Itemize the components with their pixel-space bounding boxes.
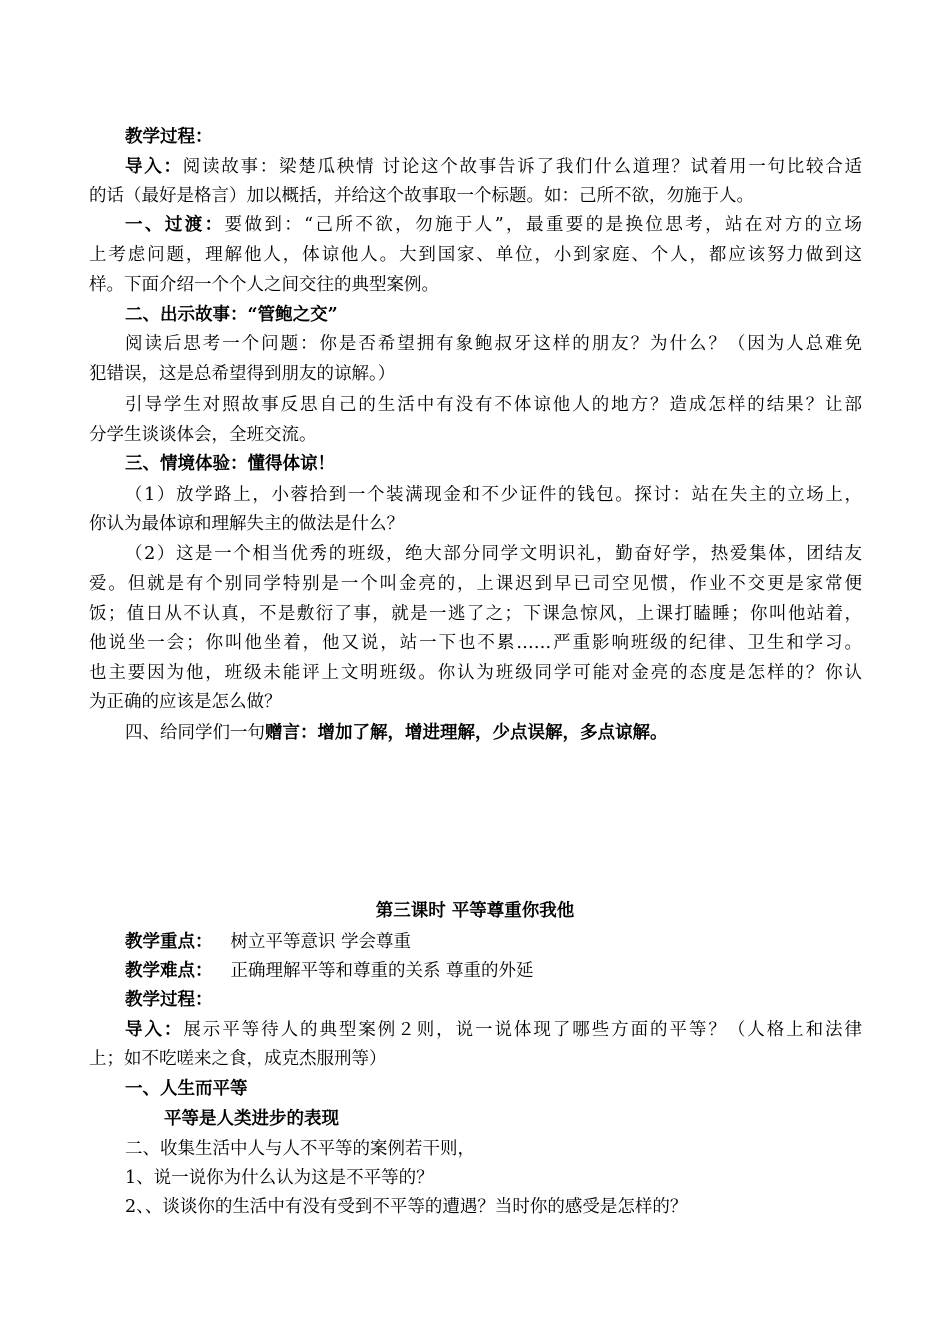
intro-line-2: 的话（最好是格言）加以概括，并给这个故事取一个标题。如：己所不欲，勿施于人。: [89, 186, 754, 206]
question-2: 2、、谈谈你的生活中有没有受到不平等的遭遇？当时你的感受是怎样的？: [125, 1197, 688, 1217]
intro-label: 导入：: [125, 157, 183, 177]
intro2-line-1: [125, 1016, 862, 1044]
gift-line: [125, 719, 668, 747]
focus-text: 树立平等意识 学会尊重: [230, 932, 412, 952]
gift-prefix: 四、给同学们一句: [125, 723, 265, 743]
intro-text: 阅读故事：梁楚瓜秧情 讨论这个故事告诉了我们什么道理？试着用一句比较合适: [182, 157, 863, 177]
guide-line-1: 引导学生对照故事反思自己的生活中有没有不体谅他人的地方？造成怎样的结果？让部: [125, 395, 862, 415]
lesson-title: 第三课时 平等尊重你我他: [375, 901, 575, 921]
case1-line-2: 你认为最体谅和理解失主的做法是什么？: [89, 514, 404, 534]
transition-label: 一、过渡：: [125, 215, 225, 235]
case2-line-3: 饭；值日从不认真，不是敷衍了事，就是一逃了之；下课急惊风，上课打瞌睡；你叫他站着，: [89, 604, 862, 624]
case2-line-4: 他说坐一会；你叫他坐着，他又说，站一下也不累……严重影响班级的纪律、卫生和学习。: [89, 633, 862, 653]
transition-line-3: 样。下面介绍一个个人之间交往的典型案例。: [89, 275, 439, 295]
gift-motto: 赠言：增加了解，增进理解，少点误解，多点谅解。: [265, 723, 668, 743]
difficulty-text: 正确理解平等和尊重的关系 尊重的外延: [230, 961, 534, 981]
equal-subheading: 平等是人类进步的表现: [164, 1109, 339, 1129]
focus-label: 教学重点：: [125, 932, 213, 952]
intro2-text: 展示平等待人的典型案例２则，说一说体现了哪些方面的平等？（人格上和法律: [183, 1020, 863, 1040]
difficulty-label: 教学难点：: [125, 961, 213, 981]
process-heading-2: 教学过程：: [125, 990, 213, 1010]
think-line-2: 犯错误，这是总希望得到朋友的谅解。）: [89, 364, 396, 384]
equal-heading: 一、人生而平等: [125, 1079, 248, 1099]
intro2-line-2: 上；如不吃嗟来之食，成克杰服刑等）: [89, 1049, 387, 1069]
intro-line-1: [125, 153, 862, 181]
case2-line-2: 爱。但就是有个别同学特别是一个叫金亮的，上课迟到早已司空见惯，作业不交更是家常便: [89, 574, 862, 594]
case1-line-1: （1）放学路上，小蓉拾到一个装满现金和不少证件的钱包。探讨：站在失主的立场上，: [125, 485, 862, 505]
collect-line: 二、收集生活中人与人不平等的案例若干则，: [125, 1139, 475, 1159]
transition-line-1: [125, 211, 862, 239]
guide-line-2: 分学生谈谈体会，全班交流。: [89, 425, 317, 445]
case2-line-1: （2）这是一个相当优秀的班级，绝大部分同学文明识礼，勤奋好学，热爱集体，团结友: [125, 544, 862, 564]
case2-line-5: 也主要因为他，班级未能评上文明班级。你认为班级同学可能对金亮的态度是怎样的？你认: [89, 663, 862, 683]
intro2-label: 导入：: [125, 1020, 184, 1040]
focus-line: [125, 928, 411, 956]
story-heading: 二、出示故事：“管鲍之交”: [125, 305, 338, 325]
transition-text: 要做到：“己所不欲，勿施于人”，最重要的是换位思考，站在对方的立场: [224, 215, 862, 235]
transition-line-2: 上考虑问题，理解他人，体谅他人。大到国家、单位，小到家庭、个人，都应该努力做到这: [89, 245, 862, 265]
process-heading: 教学过程：: [125, 127, 213, 147]
scene-heading: 三、情境体验：懂得体谅！: [125, 454, 335, 474]
think-line-1: 阅读后思考一个问题：你是否希望拥有象鲍叔牙这样的朋友？为什么？（因为人总难免: [125, 334, 862, 354]
question-1: 1、说一说你为什么认为这是不平等的？: [125, 1168, 434, 1188]
difficulty-line: [125, 957, 534, 985]
case2-line-6: 为正确的应该是怎么做？: [89, 692, 282, 712]
